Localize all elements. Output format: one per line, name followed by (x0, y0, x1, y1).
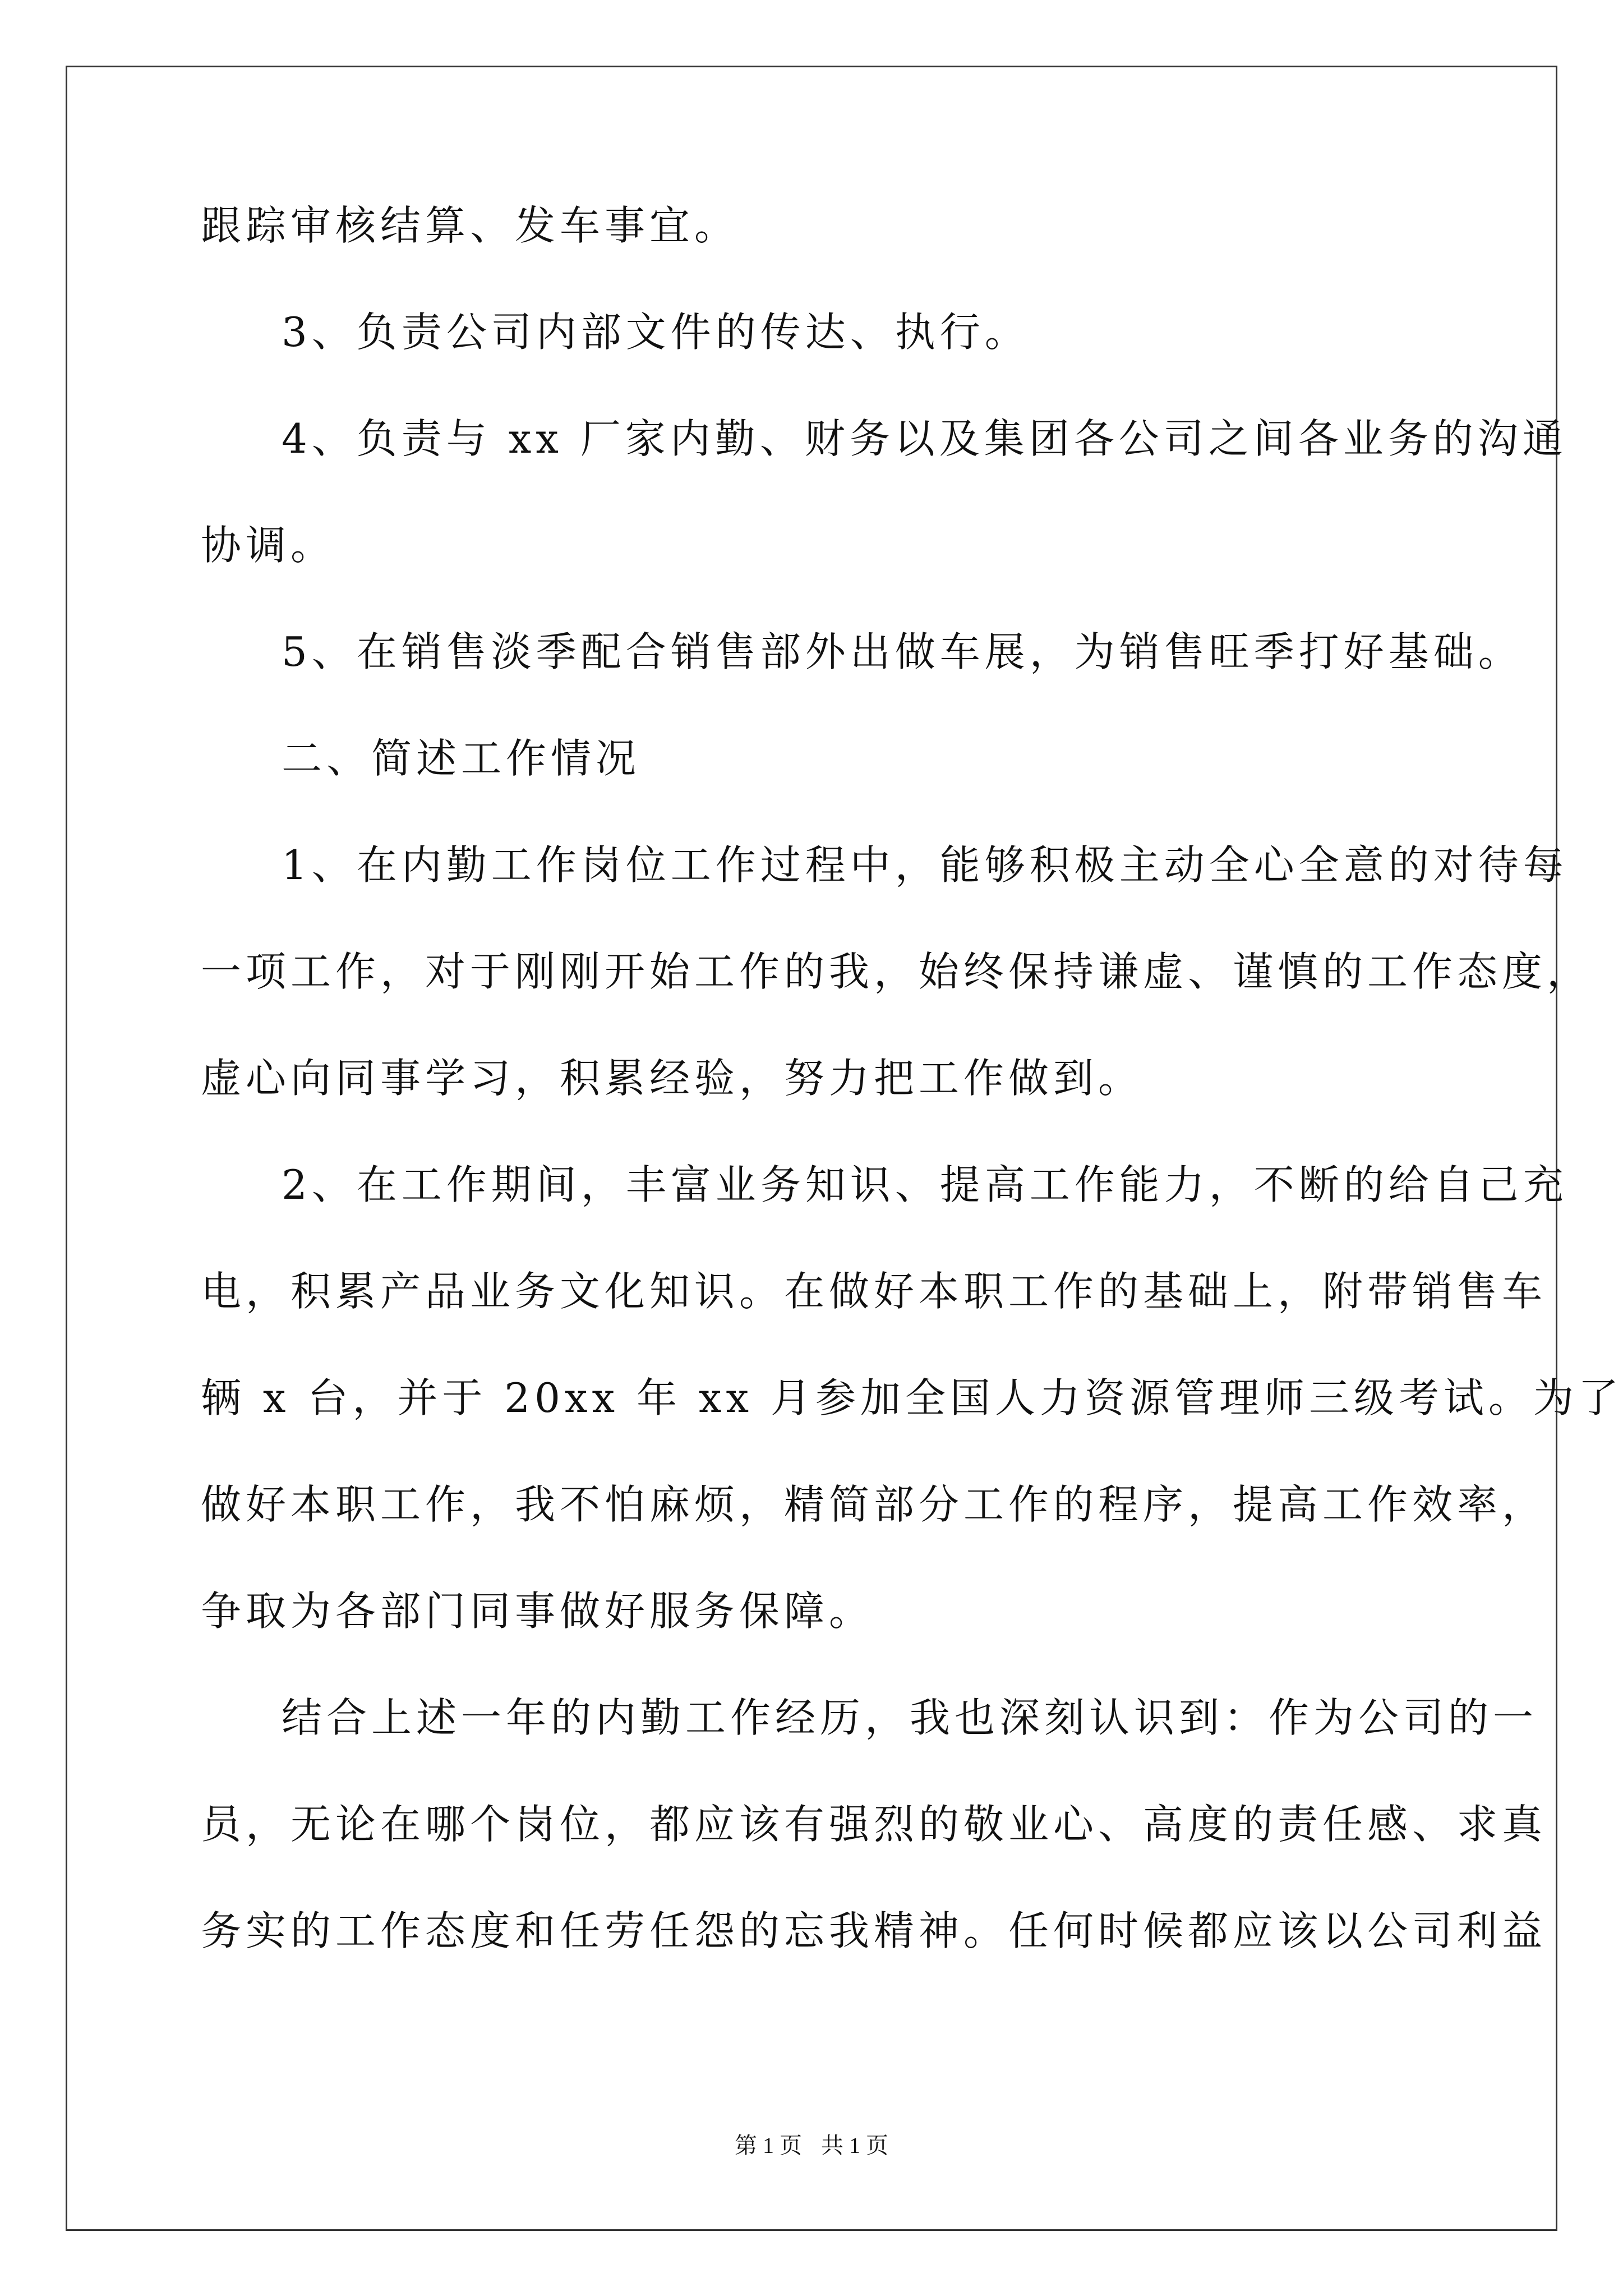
text-line: 协调。 (201, 522, 336, 569)
text-line: 员，无论在哪个岗位，都应该有强烈的敬业心、高度的责任感、求真 (201, 1801, 1547, 1848)
page-total: 共 1 页 (821, 2133, 888, 2158)
section-heading: 二、简述工作情况 (282, 735, 641, 782)
text-line: 5、在销售淡季配合销售部外出做车展，为销售旺季打好基础。 (282, 628, 1523, 675)
text-line: 一项工作，对于刚刚开始工作的我，始终保持谦虚、谨慎的工作态度， (201, 948, 1592, 995)
text-line: 务实的工作态度和任劳任怨的忘我精神。任何时候都应该以公司利益 (201, 1907, 1547, 1954)
text-line: 争取为各部门同事做好服务保障。 (201, 1588, 874, 1635)
page-footer (0, 2129, 1623, 2162)
text-line: 做好本职工作，我不怕麻烦，精简部分工作的程序，提高工作效率， (201, 1481, 1547, 1528)
text-line: 电，积累产品业务文化知识。在做好本职工作的基础上，附带销售车 (201, 1268, 1547, 1315)
text-line: 辆 x 台，并于 20xx 年 xx 月参加全国人力资源管理师三级考试。为了 (201, 1374, 1623, 1421)
text-line: 跟踪审核结算、发车事宜。 (201, 202, 740, 249)
text-line: 结合上述一年的内勤工作经历，我也深刻认识到：作为公司的一 (282, 1694, 1538, 1741)
text-line: 虚心向同事学习，积累经验，努力把工作做到。 (201, 1055, 1144, 1102)
page-number: 第 1 页 (735, 2133, 802, 2158)
text-line: 2、在工作期间，丰富业务知识、提高工作能力，不断的给自己充 (282, 1161, 1568, 1208)
text-line: 3、负责公司内部文件的传达、执行。 (282, 309, 1030, 356)
text-line: 4、负责与 xx 厂家内勤、财务以及集团各公司之间各业务的沟通 (282, 415, 1567, 462)
text-line: 1、在内勤工作岗位工作过程中，能够积极主动全心全意的对待每 (282, 841, 1568, 889)
